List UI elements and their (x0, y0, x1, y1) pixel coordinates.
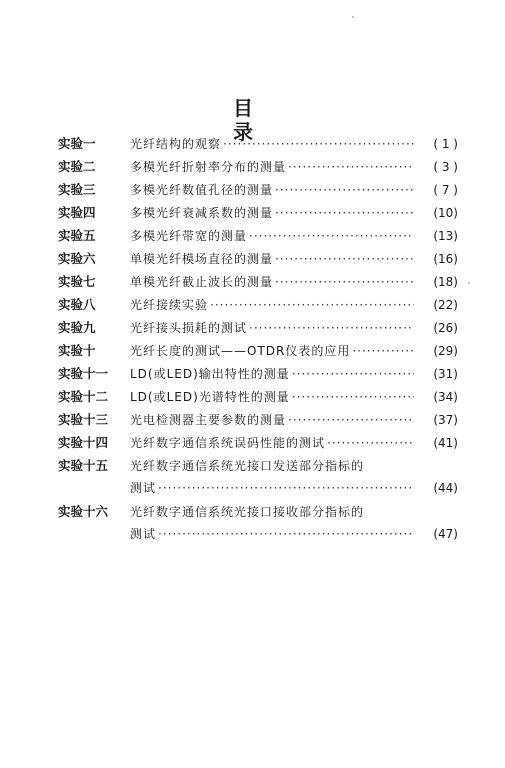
toc-entry[interactable] (58, 271, 458, 294)
toc-entry-page: (18) (433, 275, 458, 289)
toc-entry-title: 多模光纤折射率分布的测量 (130, 160, 287, 174)
dot-leader (223, 133, 414, 155)
toc-entry[interactable] (58, 501, 458, 547)
toc-entry-page: (34) (433, 390, 458, 404)
toc-entry-title: LD(或LED)光谱特性的测量 (130, 390, 290, 404)
toc-entry[interactable] (58, 363, 458, 386)
toc-entry-title: 单模光纤截止波长的测量 (130, 275, 274, 289)
toc-entry-title-continued: 测试 (130, 527, 157, 541)
toc-entry-page: (41) (433, 436, 458, 450)
toc-entry[interactable] (58, 156, 458, 179)
dot-leader (210, 294, 414, 316)
toc-entry-page: (29) (433, 344, 458, 358)
toc-entry-label: 实验十二 (58, 389, 109, 404)
toc-entry-label: 实验八 (58, 297, 96, 312)
toc-entry-page: (13) (433, 229, 458, 243)
toc-entry[interactable] (58, 409, 458, 432)
toc-entry-page: (31) (433, 367, 458, 381)
toc-entry-label: 实验一 (58, 136, 96, 151)
toc-entry-title: 多模光纤衰减系数的测量 (130, 206, 274, 220)
toc-entry[interactable] (58, 340, 458, 363)
dot-leader (275, 179, 414, 201)
toc-entry-title: 光纤长度的测试——OTDR仪表的应用 (130, 344, 351, 358)
toc-entry[interactable] (58, 202, 458, 225)
toc-entry[interactable] (58, 133, 458, 156)
toc-entry[interactable] (58, 317, 458, 340)
toc-entry-label: 实验五 (58, 228, 96, 243)
toc-entry-page: (22) (433, 298, 458, 312)
toc-entry-label: 实验九 (58, 320, 96, 335)
toc-entry-page: (16) (433, 252, 458, 266)
toc-entry-page: ( 7 ) (433, 183, 458, 197)
toc-entry-page: (37) (433, 413, 458, 427)
toc-entry-title: 光纤数字通信系统光接口发送部分指标的 (130, 459, 365, 473)
toc-entry-page: (26) (433, 321, 458, 335)
toc-entry-title: 单模光纤模场直径的测量 (130, 252, 274, 266)
toc-entry-title: 光纤接头损耗的测试 (130, 321, 248, 335)
dot-leader (275, 271, 414, 293)
toc-entry-page: ( 3 ) (433, 160, 458, 174)
toc-entry-title: 光电检测器主要参数的测量 (130, 413, 287, 427)
dot-leader (352, 340, 414, 362)
dot-leader (327, 432, 414, 454)
toc-entry-page: (47) (433, 527, 458, 541)
toc-entry-page: (44) (433, 481, 458, 495)
dot-leader (288, 156, 414, 178)
toc-entry-title: 光纤数字通信系统光接口接收部分指标的 (130, 505, 365, 519)
toc-entry-title: 多模光纤带宽的测量 (130, 229, 248, 243)
toc-entry[interactable] (58, 294, 458, 317)
toc-entry[interactable] (58, 225, 458, 248)
toc-entry-title: 光纤数字通信系统误码性能的测试 (130, 436, 326, 450)
dot-leader (275, 248, 414, 270)
toc-entry-label: 实验十四 (58, 435, 109, 450)
toc-entry-label: 实验七 (58, 274, 96, 289)
toc-entry-title: 多模光纤数值孔径的测量 (130, 183, 274, 197)
toc-entry-page: (10) (433, 206, 458, 220)
scan-speck (352, 16, 354, 18)
table-of-contents (58, 133, 458, 547)
dot-leader (275, 202, 414, 224)
toc-entry[interactable] (58, 432, 458, 455)
dot-leader (288, 409, 414, 431)
toc-entry-title-continued: 测试 (130, 481, 157, 495)
toc-entry[interactable] (58, 179, 458, 202)
toc-entry-title: LD(或LED)输出特性的测量 (130, 367, 290, 381)
toc-entry-label: 实验十 (58, 343, 96, 358)
toc-entry-label: 实验二 (58, 159, 96, 174)
toc-entry-label: 实验三 (58, 182, 96, 197)
page-title: 目 录 (233, 96, 277, 144)
dot-leader (249, 225, 414, 247)
toc-entry-label: 实验六 (58, 251, 96, 266)
toc-entry[interactable] (58, 248, 458, 271)
toc-entry[interactable] (58, 455, 458, 501)
dot-leader (158, 523, 414, 545)
toc-entry-label: 实验十五 (58, 458, 109, 473)
toc-entry-page: ( 1 ) (433, 137, 458, 151)
dot-leader (158, 477, 414, 499)
toc-entry-label: 实验十六 (58, 504, 109, 519)
toc-entry-title: 光纤结构的观察 (130, 137, 222, 151)
toc-entry-title: 光纤接续实验 (130, 298, 209, 312)
toc-entry-label: 实验四 (58, 205, 96, 220)
toc-entry-label: 实验十三 (58, 412, 109, 427)
scan-speck (468, 282, 470, 284)
dot-leader (292, 386, 414, 408)
dot-leader (292, 363, 414, 385)
dot-leader (249, 317, 414, 339)
toc-entry[interactable] (58, 386, 458, 409)
toc-entry-label: 实验十一 (58, 366, 109, 381)
